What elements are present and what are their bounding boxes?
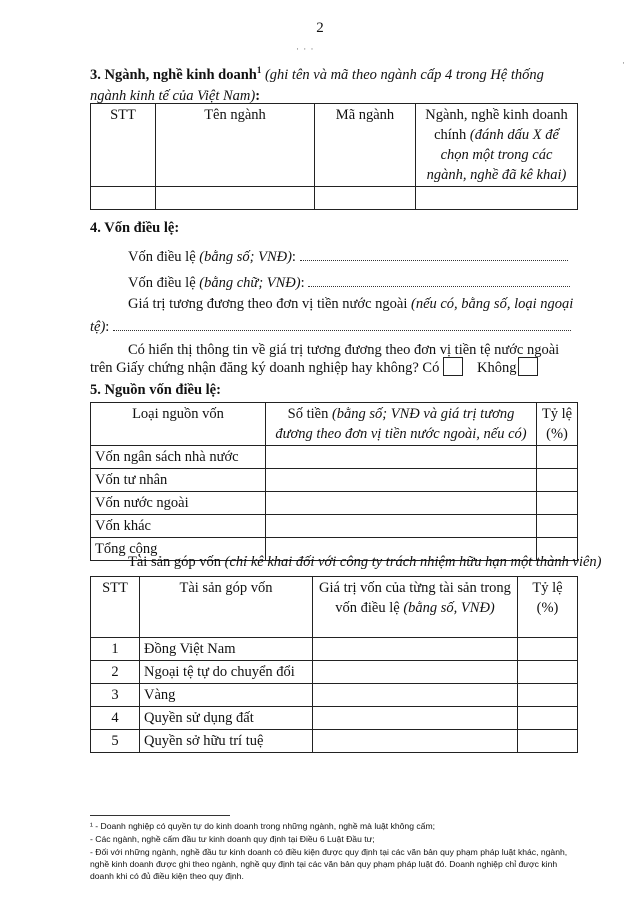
input-cell[interactable]: [313, 707, 518, 730]
input-cell[interactable]: [313, 661, 518, 684]
header-asset: Tài sản góp vốn: [140, 577, 313, 638]
header-industry-code: Mã ngành: [315, 104, 416, 187]
section3-title: 3. Ngành, nghề kinh doanh: [90, 66, 257, 83]
source-label: Vốn nước ngoài: [91, 492, 266, 515]
input-cell[interactable]: [266, 515, 537, 538]
table-header-row: [91, 104, 578, 187]
source-label: Vốn tư nhân: [91, 469, 266, 492]
asset-name: Quyền sử dụng đất: [140, 707, 313, 730]
table-header-row: [91, 403, 578, 446]
table-row: [91, 638, 578, 661]
input-cell[interactable]: [416, 187, 578, 210]
no-label: Không: [476, 360, 517, 376]
input-cell[interactable]: [537, 446, 578, 469]
header-amount: Số tiền (bằng số; VNĐ và giá trị tương đương theo đơn vị tiền nước ngoài, nếu có): [266, 403, 537, 446]
footnote-1: ¹ - Doanh nghiệp có quyền tự do kinh doanh trong những ngành, nghề mà luật không cấm;: [90, 821, 435, 831]
foreign-equivalent-field[interactable]: [113, 316, 571, 331]
input-cell[interactable]: [313, 638, 518, 661]
table-row: [91, 492, 578, 515]
input-cell[interactable]: [266, 446, 537, 469]
page-number: 2: [316, 20, 324, 36]
section3-note: (ghi tên và mã theo ngành cấp 4 trong Hệ thống ngành kinh tế của Việt Nam): [90, 66, 544, 104]
row-number: 4: [91, 707, 140, 730]
input-cell[interactable]: [315, 187, 416, 210]
input-cell[interactable]: [518, 707, 578, 730]
input-cell[interactable]: [266, 469, 537, 492]
scan-speck: ·: [622, 58, 625, 68]
table-row: [91, 469, 578, 492]
input-cell[interactable]: [537, 469, 578, 492]
no-checkbox[interactable]: [518, 357, 538, 376]
asset-name: Vàng: [140, 684, 313, 707]
input-cell[interactable]: [266, 492, 537, 515]
input-cell[interactable]: [156, 187, 315, 210]
source-label: Vốn ngân sách nhà nước: [91, 446, 266, 469]
table-row: [91, 730, 578, 753]
display-question-line-2: trên Giấy chứng nhận đăng ký doanh nghiệp hay không? Có Không: [90, 357, 578, 379]
header-industry-name: Tên ngành: [156, 104, 315, 187]
table-row: [91, 515, 578, 538]
row-number: 3: [91, 684, 140, 707]
foreign-equivalent-line-2: tệ):: [90, 316, 578, 338]
source-label: Vốn khác: [91, 515, 266, 538]
input-cell[interactable]: [313, 730, 518, 753]
section4-heading: 4. Vốn điều lệ:: [90, 220, 180, 236]
table-row: [91, 187, 578, 210]
input-cell[interactable]: [518, 661, 578, 684]
scan-speck: · · ·: [296, 44, 315, 54]
footnote-2: - Các ngành, nghề cấm đầu tư kinh doanh quy định tại Điều 6 Luật Đầu tư;: [90, 834, 375, 844]
capital-source-table: [90, 402, 578, 561]
table-row: [91, 446, 578, 469]
footnote-3: - Đối với những ngành, nghề đầu tư kinh doanh có điều kiện được quy định tại các văn bản quy phạm pháp luật khác, ngành, nghề kinh doanh được ghi theo ngành, nghề quy định tại các văn bản quy phạm pháp luật đó. Doanh nghiệp chỉ được kinh doanh khi có đủ điều kiện theo quy định.: [90, 847, 568, 881]
yes-label: Có: [422, 360, 440, 376]
yes-checkbox[interactable]: [443, 357, 463, 376]
header-source-type: Loại nguồn vốn: [91, 403, 266, 446]
asset-name: Ngoại tệ tự do chuyển đổi: [140, 661, 313, 684]
header-main-industry: Ngành, nghề kinh doanh chính (đánh dấu X để chọn một trong các ngành, nghề đã kê khai): [416, 104, 578, 187]
source-label: Tổng cộng: [91, 538, 266, 561]
charter-capital-number-line: Vốn điều lệ (bằng số; VNĐ):: [128, 246, 578, 268]
table-row: [91, 707, 578, 730]
header-asset-value: Giá trị vốn của từng tài sản trong vốn điều lệ (bằng số, VNĐ): [313, 577, 518, 638]
header-ratio: Tỷ lệ (%): [518, 577, 578, 638]
asset-name: Quyền sở hữu trí tuệ: [140, 730, 313, 753]
row-number: 2: [91, 661, 140, 684]
industry-table: [90, 103, 578, 210]
input-cell[interactable]: [518, 730, 578, 753]
table-row: [91, 661, 578, 684]
input-cell[interactable]: [537, 492, 578, 515]
section5-heading: 5. Nguồn vốn điều lệ:: [90, 382, 221, 398]
footnote-ref: 1: [256, 65, 262, 75]
charter-capital-words-field[interactable]: [308, 272, 570, 287]
header-stt: STT: [91, 577, 140, 638]
table-row: [91, 684, 578, 707]
input-cell[interactable]: [313, 684, 518, 707]
header-stt: STT: [91, 104, 156, 187]
section3-heading: 3. Ngành, nghề kinh doanh$^1$ (ghi tên và mã theo ngành cấp 4 trong Hệ thống ngành kinh tế của Việt Nam):: [90, 65, 544, 104]
header-ratio: Tỷ lệ (%): [537, 403, 578, 446]
input-cell[interactable]: [537, 515, 578, 538]
footnote-divider: [90, 815, 230, 816]
display-question-line: Có hiển thị thông tin về giá trị tương đương theo đơn vị tiền tệ nước ngoài: [128, 342, 560, 358]
foreign-equivalent-line: Giá trị tương đương theo đơn vị tiền nước ngoài (nếu có, bằng số, loại ngoại: [128, 296, 574, 312]
charter-capital-number-field[interactable]: [300, 246, 568, 261]
charter-capital-words-line: Vốn điều lệ (bằng chữ; VNĐ):: [128, 272, 578, 294]
contributed-assets-table: [90, 576, 578, 753]
assets-caption: Tài sản góp vốn (chỉ kê khai đối với công ty trách nhiệm hữu hạn một thành viên): [128, 554, 602, 570]
input-cell[interactable]: [518, 684, 578, 707]
input-cell[interactable]: [518, 638, 578, 661]
row-number: 5: [91, 730, 140, 753]
row-number: 1: [91, 638, 140, 661]
input-cell[interactable]: [91, 187, 156, 210]
table-header-row: [91, 577, 578, 638]
asset-name: Đồng Việt Nam: [140, 638, 313, 661]
